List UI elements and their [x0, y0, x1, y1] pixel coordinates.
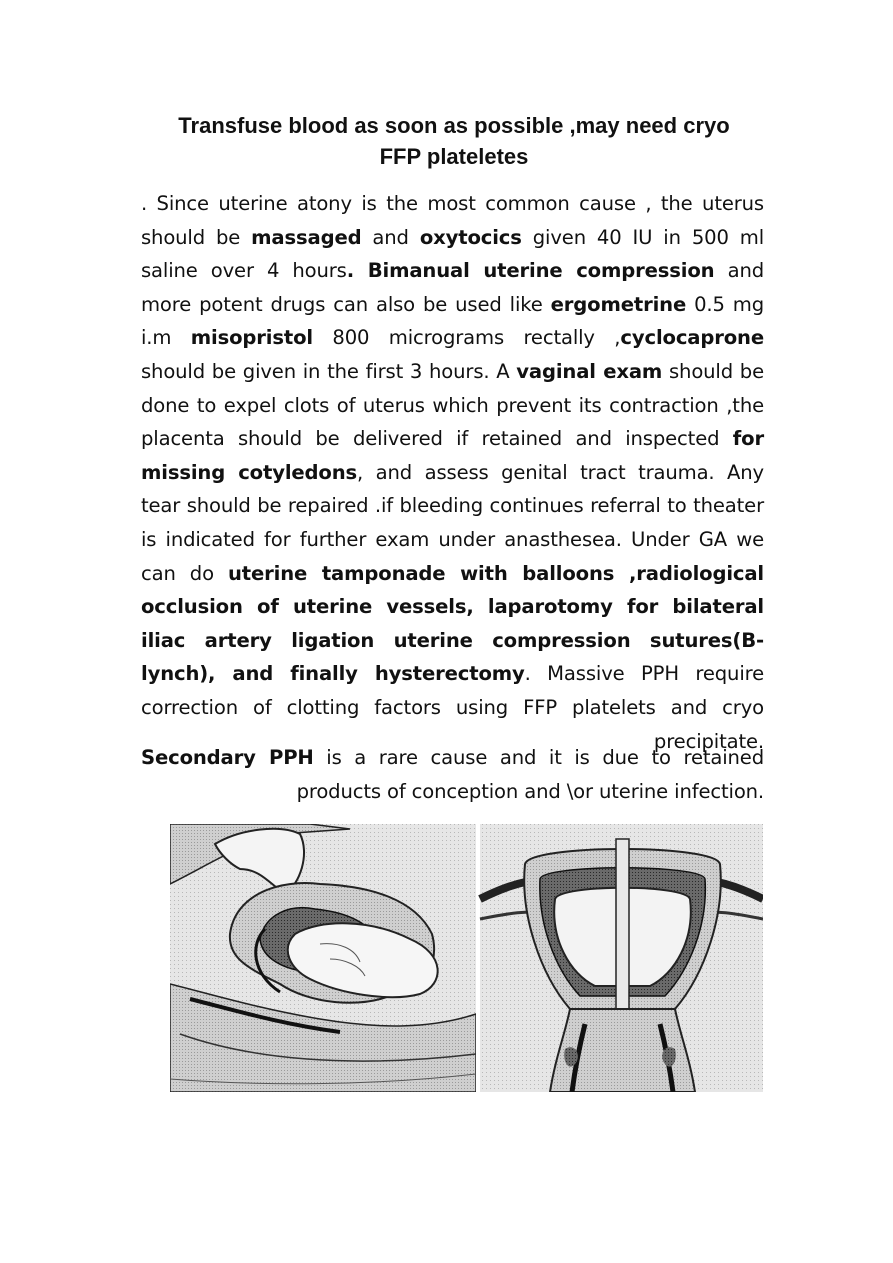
bold-term: vaginal exam — [516, 359, 663, 383]
text-run: should be done to expel clots of uterus which prevent its contraction ,the placenta should be delivered if retained and inspected — [141, 359, 764, 451]
text-run: given 40 IU in 500 ml saline over 4 hours — [141, 225, 764, 283]
text-run: and — [361, 225, 420, 249]
pph-illustration-figure — [170, 824, 763, 1092]
text-run: 0.5 mg i.m — [141, 292, 764, 350]
bold-term: cyclocaprone — [620, 326, 764, 350]
secondary-pph-paragraph — [141, 741, 764, 808]
bold-term: for missing cotyledons — [141, 427, 764, 484]
title-line-1: Transfuse blood as soon as possible ,may need cryo — [178, 113, 730, 138]
text-run: is a rare cause and it is due to retained products of conception and \or uterine infection. — [296, 746, 764, 803]
text-run: should be given in the first 3 hours. A — [141, 359, 517, 383]
page-title — [120, 110, 788, 172]
bimanual-compression-panel — [170, 824, 476, 1092]
management-paragraph — [141, 187, 764, 758]
text-run: . Since uterine atony is the most common cause , the uterus should be — [141, 192, 764, 249]
bold-term: ergometrine — [550, 292, 687, 316]
bold-term: misopristol — [190, 326, 313, 350]
bold-term: uterine tamponade with balloons ,radiological occlusion of uterine vessels, laparotomy for bilateral iliac artery ligation uterine compression sutures(B-lynch), and finally hysterectomy — [141, 561, 765, 686]
text-run: , and assess genital tract trauma. Any tear should be repaired .if bleeding continues referral to theater is indicated for further exam under anasthesea. Under GA we can do — [141, 460, 764, 585]
text-run: . Massive PPH require correction of clotting factors using FFP platelets and cryo precipitate. — [141, 662, 764, 753]
balloon-tamponade-panel — [480, 824, 763, 1092]
bold-term: massaged — [251, 225, 362, 249]
bold-term: oxytocics — [419, 225, 522, 249]
text-run: and more potent drugs can also be used like — [141, 259, 764, 316]
bold-term: Secondary PPH — [141, 746, 314, 769]
bold-term: . Bimanual uterine compression — [346, 259, 715, 283]
title-line-2: FFP plateletes — [379, 144, 529, 169]
text-run: 800 micrograms rectally , — [312, 326, 621, 350]
